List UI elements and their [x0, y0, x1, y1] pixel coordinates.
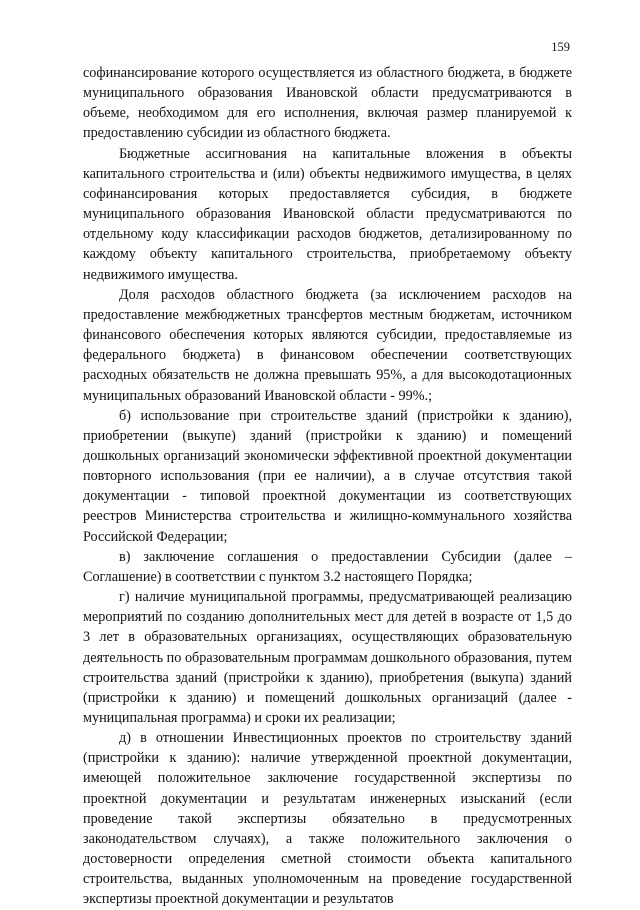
paragraph-continuation: софинансирование которого осуществляется из областного бюджета, в бюджете муниципального образования Ивановской области предусматриваются в объеме, необходимом для его исполнения, включая размер планируемой к предоставлению субсидии из областного бюджета.: [83, 65, 572, 142]
paragraph-regional-budget-share: Доля расходов областного бюджета (за исключением расходов на предоставление межбюджетных трансфертов местным бюджетам, источником финансового обеспечения которых являются субсидии, предоставляемые из федерального бюджета) в финансовом обеспечении соответствующих расходных обязательств не должна превышать 95%, а для высокодотационных муниципальных образований Ивановской области - 99%.;: [83, 286, 572, 404]
paragraph-budget-allocations: Бюджетные ассигнования на капитальные вложения в объекты капитального строительства и (или) объекты недвижимого имущества, в целях софинансирования которых предоставляется субсидия, в бюджете муниципального образования Ивановской области предусматриваются по отдельному коду классификации расходов бюджетов, детализированному по каждому объекту капитального строительства, приобретаемому объекту недвижимого имущества.: [83, 145, 572, 283]
paragraph-item-g: г) наличие муниципальной программы, предусматривающей реализацию мероприятий по созданию дополнительных мест для детей в возрасте от 1,5 до 3 лет в образовательных организациях, осуществляющих образовательную деятельность по образовательным программам дошкольного образования, путем строительства зданий (пристройки к зданию), приобретения (выкупа) зданий (пристройки к зданию) и помещений дошкольных организаций (далее - муниципальная программа) и сроки их реализации;: [83, 589, 572, 726]
page-number: 159: [551, 40, 570, 54]
paragraph-item-d: д) в отношении Инвестиционных проектов по строительству зданий (пристройки к зданию): наличие утвержденной проектной документации, имеющей положительное заключение государственной экспертизы по проектной документации и результатам инженерных изысканий (если проведение такой экспертизы обязательно в предусмотренных законодательством случаях), а также положительного заключения о достоверности определения сметной стоимости объекта капитального строительства, выданных уполномоченным на проведение государственной экспертизы проектной документации и результатов: [83, 730, 572, 908]
paragraph-item-b: б) использование при строительстве зданий (пристройки к зданию), приобретении (выкупе) зданий (пристройки к зданию) и помещений дошкольных организаций экономически эффективной проектной документации повторного использования (при ее наличии), а в случае отсутствия такой документации - типовой проектной документации из соответствующих реестров Министерства строительства и жилищно-коммунального хозяйства Российской Федерации;: [83, 407, 572, 545]
document-body: [83, 63, 572, 910]
paragraph-item-v: в) заключение соглашения о предоставлении Субсидии (далее – Соглашение) в соответствии с пунктом 3.2 настоящего Порядка;: [83, 548, 572, 585]
